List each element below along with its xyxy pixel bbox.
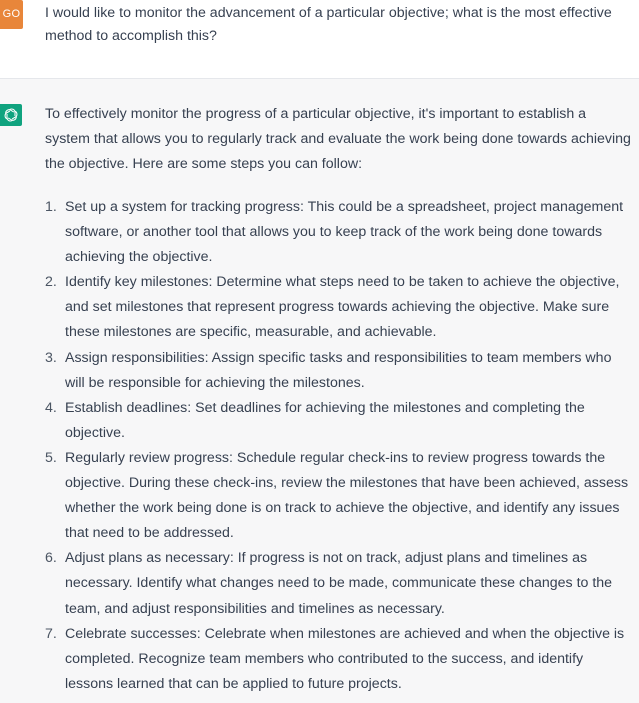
list-item xyxy=(45,546,635,621)
user-avatar: GO xyxy=(0,0,23,29)
list-item-number: 5. xyxy=(45,449,57,466)
list-item-text: Celebrate successes: Celebrate when milestones are achieved and when the objective is completed. Recognize team members who contributed to the success, and identify lessons learned that can be applied to future projects. xyxy=(65,625,625,692)
list-item xyxy=(45,446,635,546)
user-message-row xyxy=(0,0,639,79)
list-item-text: Regularly review progress: Schedule regular check-ins to review progress towards the objective. During these check-ins, review the milestones that have been achieved, assess whether the work being done is on track to achieve the objective, and identify any issues that need to be addressed. xyxy=(65,449,629,542)
openai-logo-icon xyxy=(3,107,19,123)
list-item-text: Establish deadlines: Set deadlines for achieving the milestones and completing the objective. xyxy=(65,399,585,441)
assistant-avatar xyxy=(0,104,22,126)
list-item xyxy=(45,622,635,697)
assistant-message-row xyxy=(0,79,639,703)
steps-list xyxy=(45,195,635,697)
list-item-text: Assign responsibilities: Assign specific tasks and responsibilities to team members who will be responsible for achieving the milestones. xyxy=(65,349,612,391)
list-item-number: 2. xyxy=(45,274,57,291)
list-item xyxy=(45,346,635,396)
assistant-intro-text: To effectively monitor the progress of a particular objective, it's important to establish a system that allows you to regularly track and evaluate the work being done towards achieving the objective. Here are some steps you can follow: xyxy=(45,106,631,172)
list-item-number: 3. xyxy=(45,349,57,366)
list-item-number: 4. xyxy=(45,399,57,416)
list-item-number: 7. xyxy=(45,625,57,642)
list-item-number: 6. xyxy=(45,550,57,567)
list-item xyxy=(45,195,635,270)
list-item xyxy=(45,396,635,446)
list-item-text: Adjust plans as necessary: If progress is not on track, adjust plans and timelines as necessary. Identify what changes need to be made, communicate these changes to the team, and adjust responsibilities and timelines as necessary. xyxy=(65,550,613,617)
user-message-text: I would like to monitor the advancement of a particular objective; what is the most effective method to accomplish this? xyxy=(45,5,612,44)
list-item xyxy=(45,270,635,345)
list-item-number: 1. xyxy=(45,199,57,215)
list-item-text: Identify key milestones: Determine what steps need to be taken to achieve the objective, and set milestones that represent progress towards achieving the objective. Make sure these milestones are specific, measurable, and achievable. xyxy=(65,274,620,341)
list-item-text: Set up a system for tracking progress: This could be a spreadsheet, project management software, or another tool that allows you to keep track of the work being done towards achieving the objective. xyxy=(65,199,624,266)
